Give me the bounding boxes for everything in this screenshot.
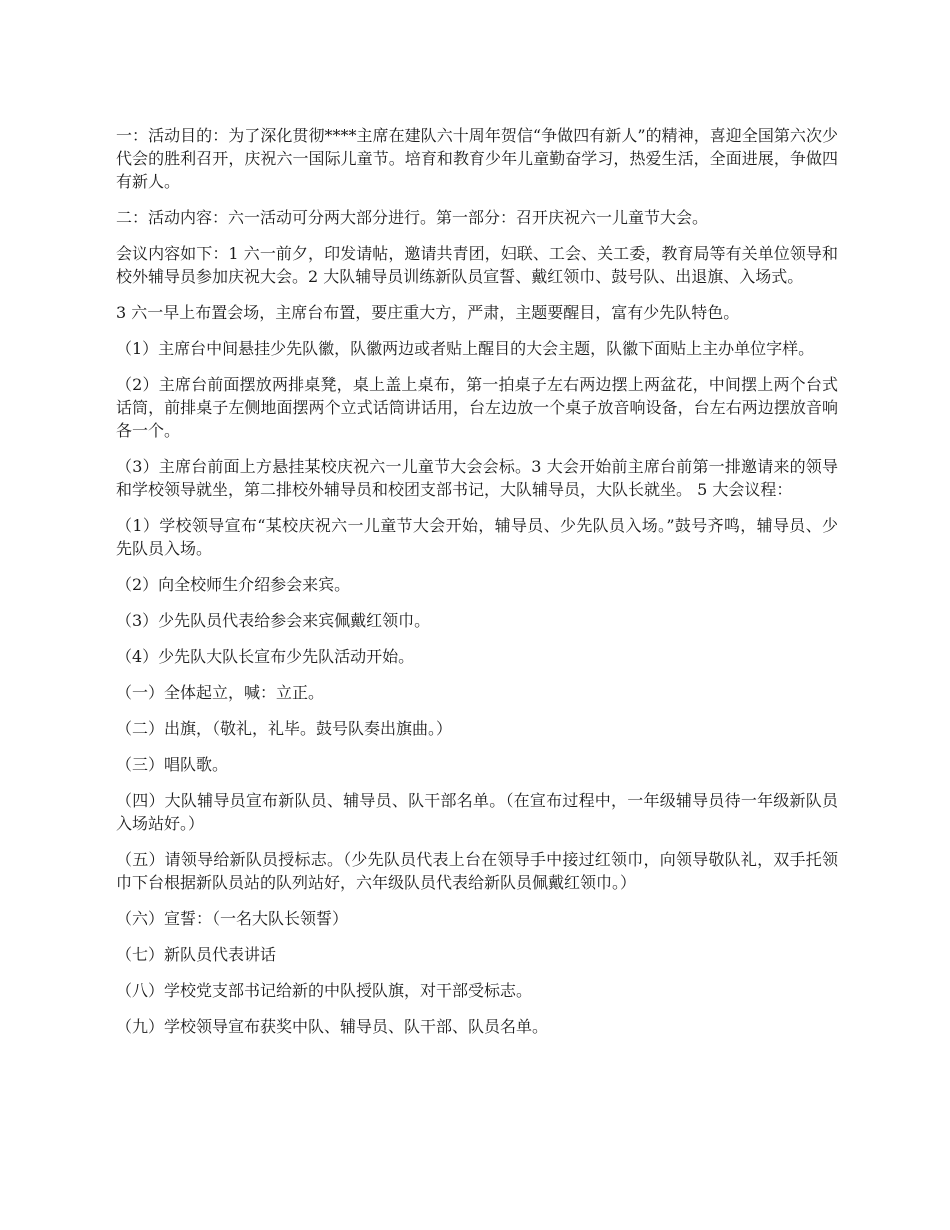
paragraph-meeting-content: 会议内容如下：1 六一前夕，印发请帖，邀请共青团，妇联、工会、关工委，教育局等有关单位领导和校外辅导员参加庆祝大会。2 大队辅导员训练新队员宣誓、戴红领巾、鼓号队、出退旗、入场式。 (116, 244, 838, 286)
paragraph-step-awards: （九）学校领导宣布获奖中队、辅导员、队干部、队员名单。 (116, 1017, 549, 1036)
paragraph-step-roster: （四）大队辅导员宣布新队员、辅导员、队干部名单。（在宣布过程中，一年级辅导员待一年级新队员入场站好。） (116, 791, 838, 833)
paragraph-agenda-opening: （1）学校领导宣布“某校庆祝六一儿童节大会开始，辅导员、少先队员入场。”鼓号齐鸣，辅导员、少先队员入场。 (116, 516, 838, 558)
paragraph-step-badges: （五）请领导给新队员授标志。（少先队员代表上台在领导手中接过红领巾，向领导敬队礼，双手托领巾下台根据新队员站的队列站好，六年级队员代表给新队员佩戴红领巾。） (116, 850, 838, 892)
document-body (116, 124, 838, 1051)
paragraph-venue-setup: 3 六一早上布置会场，主席台布置，要庄重大方，严肃，主题要醒目，富有少先队特色。 (116, 303, 740, 322)
paragraph-step-song: （三）唱队歌。 (116, 755, 229, 774)
paragraph-agenda-guests: （2）向全校师生介绍参会来宾。 (116, 575, 351, 594)
paragraph-step-banners: （八）学校党支部书记给新的中队授队旗，对干部受标志。 (116, 981, 533, 1000)
paragraph-stage-banner: （3）主席台前面上方悬挂某校庆祝六一儿童节大会会标。3 大会开始前主席台前第一排邀请来的领导和学校领导就坐，第二排校外辅导员和校团支部书记，大队辅导员，大队长就坐。 5 大会议程： (116, 457, 838, 499)
paragraph-agenda-start: （4）少先队大队长宣布少先队活动开始。 (116, 647, 415, 666)
paragraph-step-speech: （七）新队员代表讲话 (116, 945, 277, 964)
paragraph-activity-content: 二：活动内容：六一活动可分两大部分进行。第一部分：召开庆祝六一儿童节大会。 (116, 208, 709, 227)
paragraph-agenda-scarves: （3）少先队员代表给参会来宾佩戴红领巾。 (116, 611, 431, 630)
paragraph-step-flag: （二）出旗，（敬礼，礼毕。鼓号队奏出旗曲。） (116, 719, 453, 738)
paragraph-step-oath: （六）宣誓：（一名大队长领誓） (116, 909, 349, 928)
paragraph-stage-emblem: （1）主席台中间悬挂少先队徽，队徽两边或者贴上醒目的大会主题，队徽下面贴上主办单位字样。 (116, 339, 815, 358)
paragraph-step-stand: （一）全体起立，喊：立正。 (116, 683, 325, 702)
paragraph-stage-tables: （2）主席台前面摆放两排桌凳，桌上盖上桌布，第一拍桌子左右两边摆上两盆花，中间摆上两个台式话筒，前排桌子左侧地面摆两个立式话筒讲话用，台左边放一个桌子放音响设备，台左右两边摆放音响各一个。 (116, 375, 838, 440)
paragraph-activity-purpose: 一：活动目的：为了深化贯彻****主席在建队六十周年贺信“争做四有新人”的精神，喜迎全国第六次少代会的胜利召开，庆祝六一国际儿童节。培育和教育少年儿童勤奋学习，热爱生活，全面进展，争做四有新人。 (116, 126, 838, 191)
